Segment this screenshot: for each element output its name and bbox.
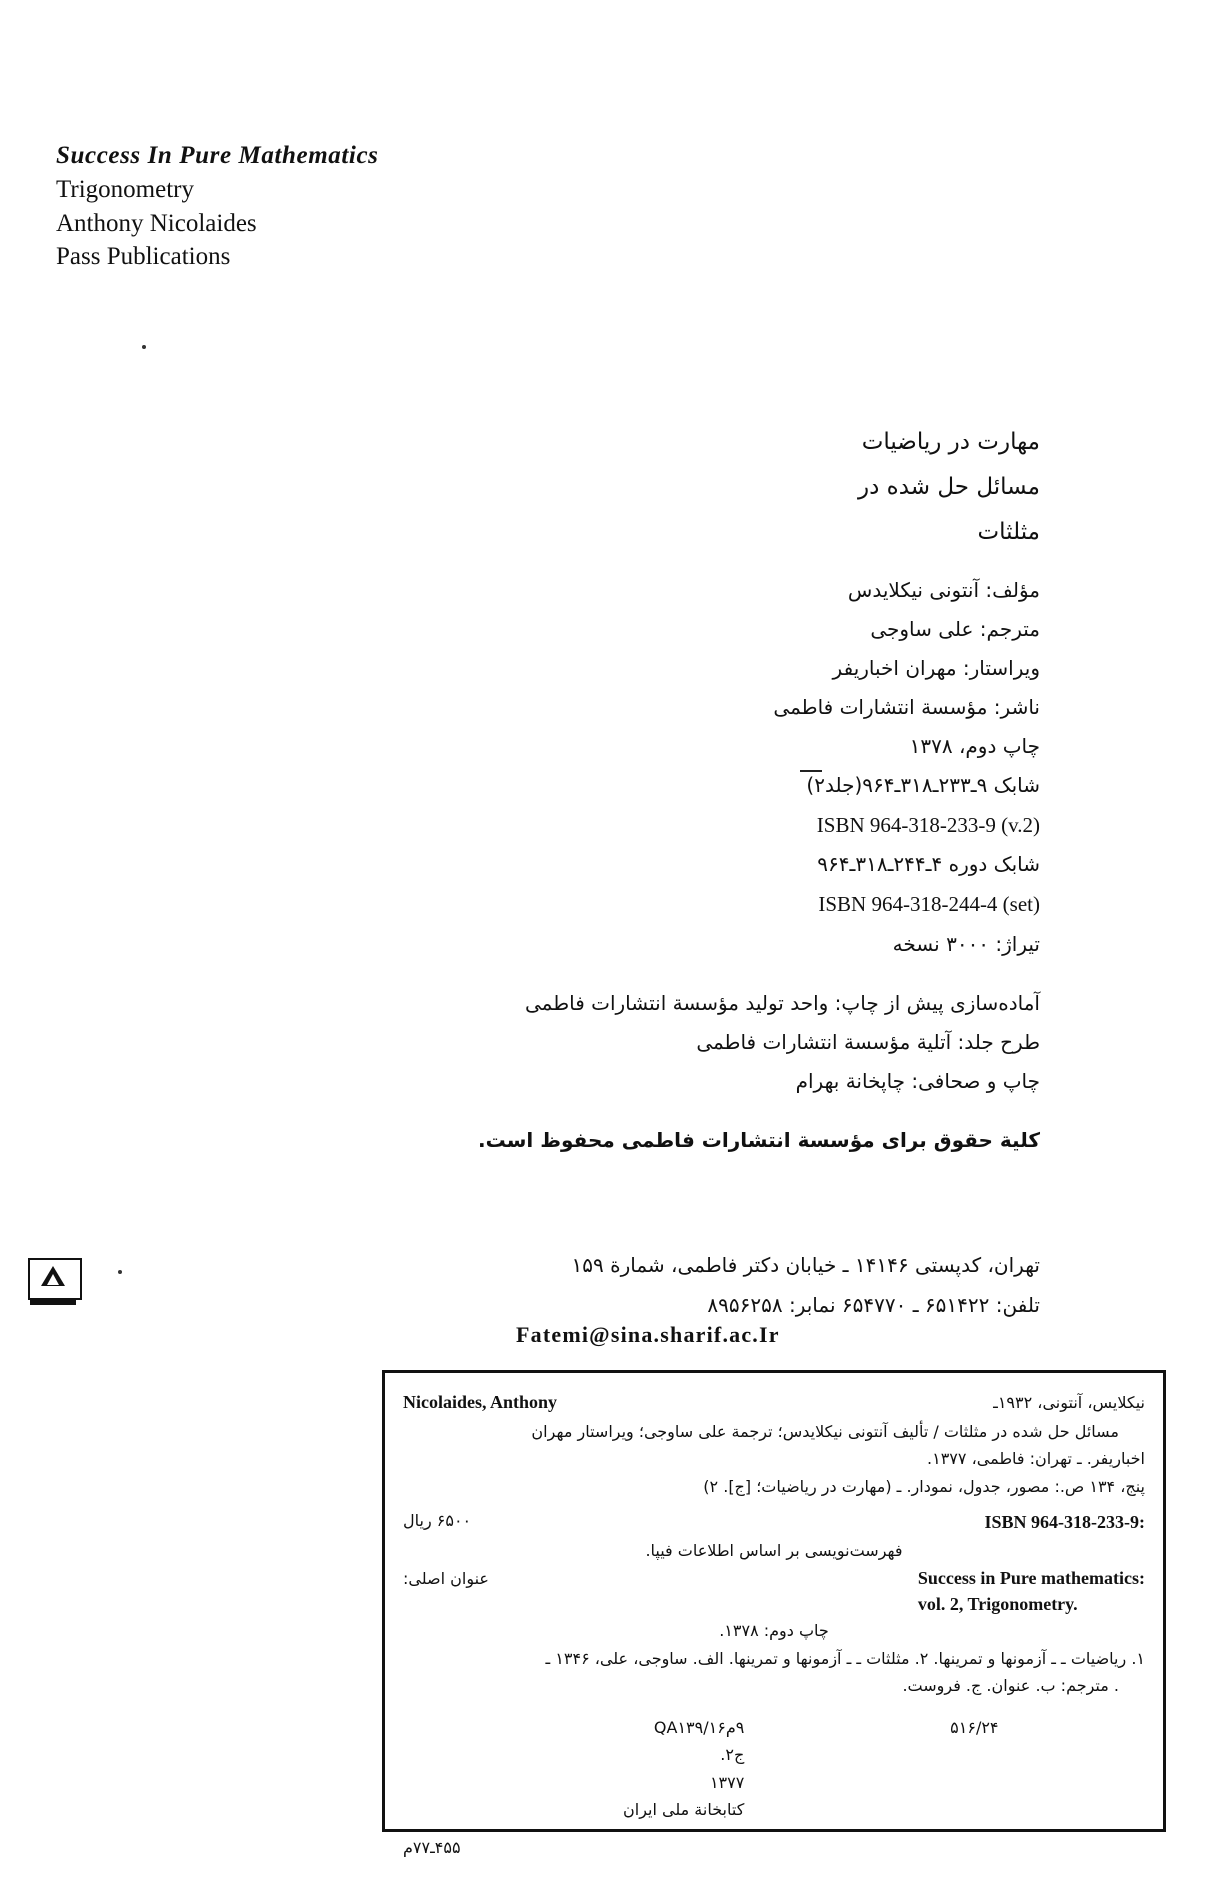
publisher-logo-icon	[28, 1258, 82, 1306]
phone-line: تلفن: ۶۵۱۴۲۲ ـ ۶۵۴۷۷۰ نمابر: ۸۹۵۶۲۵۸	[707, 1293, 1040, 1317]
cip-original-title-row	[403, 1565, 1145, 1617]
page-speck-mark-2	[118, 1270, 122, 1274]
cip-body-line-1: مسائل حل شده در مثلثات / تألیف آنتونی نیکلایدس؛ ترجمة علی ساوجی؛ ویراستار مهران	[531, 1421, 1119, 1441]
cip-record-box	[382, 1370, 1166, 1857]
persian-author: مؤلف: آنتونی نیکلایدس	[847, 577, 1040, 602]
isbn-persian-set: شابک دوره ۴ـ۲۴۴ـ۳۱۸ـ۹۶۴	[817, 852, 1040, 877]
prepress-credit: آماده‌سازی پیش از چاپ: واحد تولید مؤسسة انتشارات فاطمی	[524, 991, 1040, 1016]
persian-editor: ویراستار: مهران اخباریفر	[832, 655, 1040, 680]
spacer	[300, 964, 1040, 984]
cip-record-number: ۴۵۵ـ۷۷م	[403, 1837, 461, 1857]
english-series-title: Success In Pure Mathematics	[56, 142, 379, 169]
cip-isbn-row	[403, 1507, 1145, 1538]
persian-topic-title: مثلثات	[977, 518, 1040, 545]
cip-price: ۶۵۰۰ ریال	[403, 1510, 472, 1530]
cip-call-number-1: ۹م۱۶/QA۱۳۹	[653, 1717, 745, 1737]
publisher-email[interactable]: Fatemi@sina.sharif.ac.Ir	[516, 1322, 780, 1347]
persian-publisher: ناشر: مؤسسة انتشارات فاطمی	[773, 694, 1040, 719]
cover-design-credit: طرح جلد: آتلیة مؤسسة انتشارات فاطمی	[696, 1030, 1040, 1055]
publisher-address-block	[280, 1245, 1040, 1325]
english-volume-title: Trigonometry	[56, 176, 194, 204]
english-header-block	[56, 140, 696, 273]
cip-call-number-group	[403, 1714, 744, 1824]
cip-isbn-latin: ISBN 964-318-233-9:	[984, 1511, 1145, 1532]
cip-body-line-3: پنج، ۱۳۴ ص.: مصور، جدول، نمودار. ـ (مهارت در ریاضیات؛ [ج]. ۲)	[703, 1476, 1145, 1496]
cip-author-latin: Nicolaides, Anthony	[403, 1392, 558, 1412]
cip-call-number-2: ج۲.	[720, 1745, 745, 1765]
persian-series-title: مهارت در ریاضیات	[861, 429, 1040, 455]
persian-colophon-block	[300, 420, 1040, 1160]
persian-edition: چاپ دوم، ۱۳۷۸	[909, 733, 1040, 758]
cip-classification-row	[403, 1714, 1145, 1824]
cip-dewey: ۵۱۶/۲۴	[950, 1717, 999, 1737]
english-publisher: Pass Publications	[56, 242, 231, 270]
persian-subtitle: مسائل حل شده در	[858, 473, 1040, 500]
copyright-notice: کلیة حقوق برای مؤسسة انتشارات فاطمی محفوظ است.	[477, 1128, 1040, 1153]
cip-year: ۱۳۷۷	[709, 1772, 745, 1792]
cip-original-title-label: عنوان اصلی:	[403, 1568, 489, 1588]
isbn-persian-volume: شابک ۹ـ۲۳۳ـ۳۱۸ـ۹۶۴(جلد۲)	[806, 772, 1040, 797]
cip-edition-note: چاپ دوم: ۱۳۷۸.	[719, 1621, 829, 1641]
cip-library: کتابخانة ملی ایران	[623, 1800, 745, 1820]
address-line: تهران، کدپستی ۱۴۱۴۶ ـ خیابان دکتر فاطمی، شمارة ۱۵۹	[571, 1253, 1040, 1277]
print-run: تیراژ: ۳۰۰۰ نسخه	[892, 932, 1040, 957]
cip-author-persian: نیکلایس، آنتونی، ۱۹۳۲ـ	[993, 1393, 1145, 1412]
persian-translator: مترجم: علی ساوجی	[870, 616, 1040, 641]
english-author: Anthony Nicolaides	[56, 209, 257, 237]
spacer-2	[300, 1101, 1040, 1121]
page-speck-mark	[142, 345, 146, 349]
cip-subjects-line-1: ۱. ریاضیات ـ ـ آزمونها و تمرینها. ۲. مثلثات ـ ـ آزمونها و تمرینها. الف. ساوجی، علی، ۱۳۴۶ ـ	[545, 1648, 1145, 1668]
isbn-latin-set: ISBN 964-318-244-4 (set)	[818, 892, 1040, 917]
cip-fipa-note: فهرست‌نویسی بر اساس اطلاعات فیپا.	[645, 1541, 903, 1561]
isbn-latin-volume: ISBN 964-318-233-9 (v.2)	[816, 812, 1040, 837]
cip-original-title-latin-line1: Success in Pure mathematics:	[917, 1567, 1145, 1588]
cip-header-row	[403, 1387, 1145, 1418]
printing-credit: چاپ و صحافی: چاپخانة بهرام	[795, 1069, 1040, 1094]
cip-original-title-latin-line2: vol. 2, Trigonometry.	[917, 1594, 1078, 1615]
cip-original-title-latin	[918, 1565, 1145, 1617]
cip-body-line-2: اخباریفر. ـ تهران: فاطمی، ۱۳۷۷.	[927, 1449, 1145, 1469]
cip-subjects-line-2: . مترجم: ب. عنوان. ج. فروست.	[902, 1676, 1119, 1696]
